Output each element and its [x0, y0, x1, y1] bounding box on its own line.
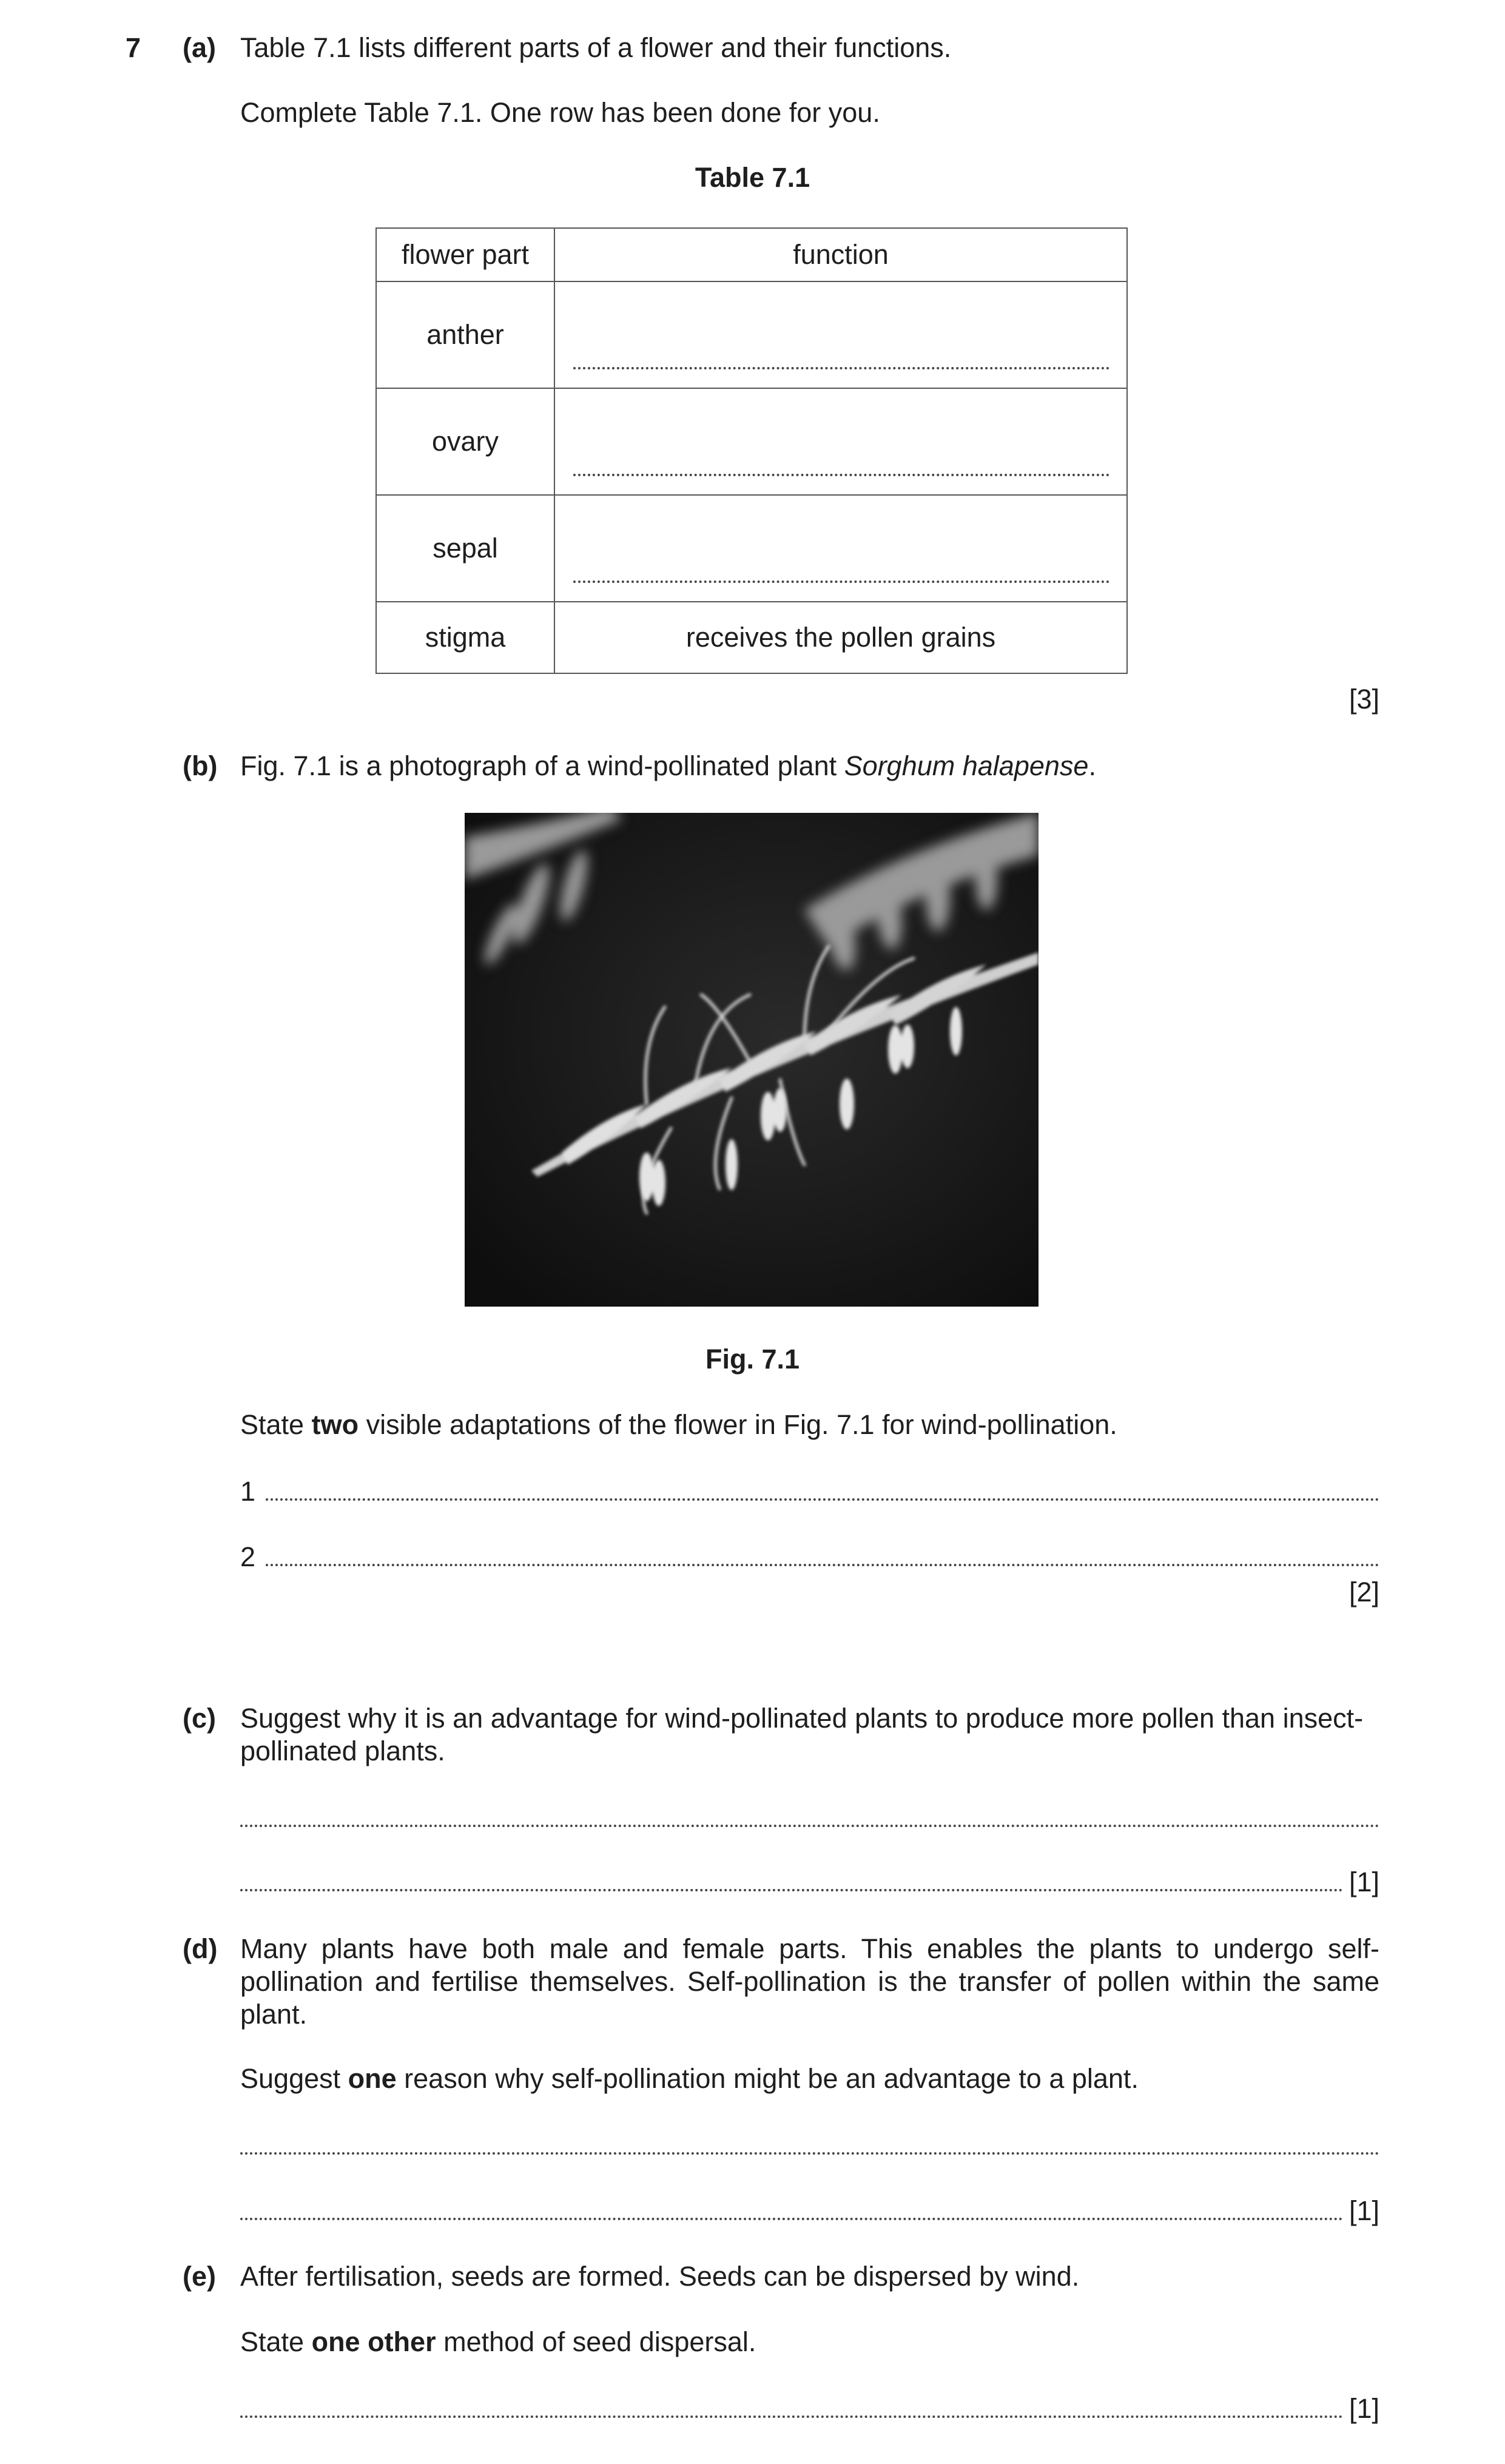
part-b-answer-line-2[interactable] — [240, 1541, 1379, 1574]
flower-part-cell: stigma — [376, 602, 554, 673]
part-d-answer-line-1[interactable] — [240, 2129, 1379, 2162]
part-d-answer-line-2[interactable] — [240, 2195, 1379, 2227]
part-d-marks: [1] — [1348, 2195, 1379, 2226]
part-a-marks: [3] — [1348, 684, 1379, 715]
table-row — [376, 281, 1127, 388]
answer-number: 1 — [240, 1476, 256, 1507]
part-a-instruction: Complete Table 7.1. One row has been done for you. — [240, 97, 880, 128]
part-e-answer-line[interactable] — [240, 2392, 1379, 2425]
part-a-intro: Table 7.1 lists different parts of a flower and their functions. — [240, 32, 952, 63]
header-function: function — [554, 228, 1127, 281]
answer-number: 2 — [240, 1541, 256, 1572]
part-c-question: Suggest why it is an advantage for wind-pollinated plants to produce more pollen than insect-pollinated plants. — [240, 1703, 1364, 1766]
function-cell: receives the pollen grains — [554, 602, 1127, 673]
function-answer-cell[interactable] — [554, 495, 1127, 602]
table-row — [376, 388, 1127, 495]
table-row — [376, 602, 1127, 673]
species-name: Sorghum halapense — [844, 750, 1089, 781]
part-b-marks: [2] — [1348, 1577, 1379, 1607]
part-c-answer-line-2[interactable] — [240, 1866, 1379, 1899]
part-c-marks: [1] — [1348, 1867, 1379, 1897]
part-b-label: (b) — [183, 750, 218, 781]
part-b-intro: Fig. 7.1 is a photograph of a wind-pollinated plant Sorghum halapense. — [240, 750, 1096, 781]
part-a-label: (a) — [183, 32, 216, 63]
part-e-question: State one other method of seed dispersal. — [240, 2326, 756, 2357]
part-e-marks: [1] — [1348, 2393, 1379, 2424]
answer-line — [573, 581, 1109, 583]
part-b-question: State two visible adaptations of the flower in Fig. 7.1 for wind-pollination. — [240, 1409, 1117, 1440]
function-answer-cell[interactable] — [554, 281, 1127, 388]
part-b-answer-line-1[interactable] — [240, 1475, 1379, 1508]
table-row — [376, 495, 1127, 602]
answer-line — [573, 367, 1109, 369]
question-number: 7 — [126, 32, 141, 63]
function-answer-cell[interactable] — [554, 388, 1127, 495]
flower-part-cell: ovary — [376, 388, 554, 495]
flower-part-cell: anther — [376, 281, 554, 388]
sorghum-photograph — [465, 813, 1039, 1307]
table-header-row — [376, 228, 1127, 281]
part-d-question: Suggest one reason why self-pollination might be an advantage to a plant. — [240, 2063, 1139, 2094]
flower-part-cell: sepal — [376, 495, 554, 602]
answer-line — [573, 474, 1109, 476]
part-d-text: Many plants have both male and female parts. This enables the plants to undergo self-pollination and fertilise themselves. Self-pollination is the transfer of pollen within the same plant. — [240, 1933, 1379, 2030]
table-title: Table 7.1 — [695, 162, 810, 193]
part-e-text: After fertilisation, seeds are formed. Seeds can be dispersed by wind. — [240, 2261, 1080, 2292]
part-d-label: (d) — [183, 1933, 218, 1964]
part-e-label: (e) — [183, 2261, 216, 2292]
part-c-answer-line-1[interactable] — [240, 1802, 1379, 1834]
part-c-label: (c) — [183, 1703, 216, 1734]
flower-parts-table — [375, 227, 1128, 674]
figure-caption: Fig. 7.1 — [705, 1344, 800, 1375]
header-flower-part: flower part — [376, 228, 554, 281]
